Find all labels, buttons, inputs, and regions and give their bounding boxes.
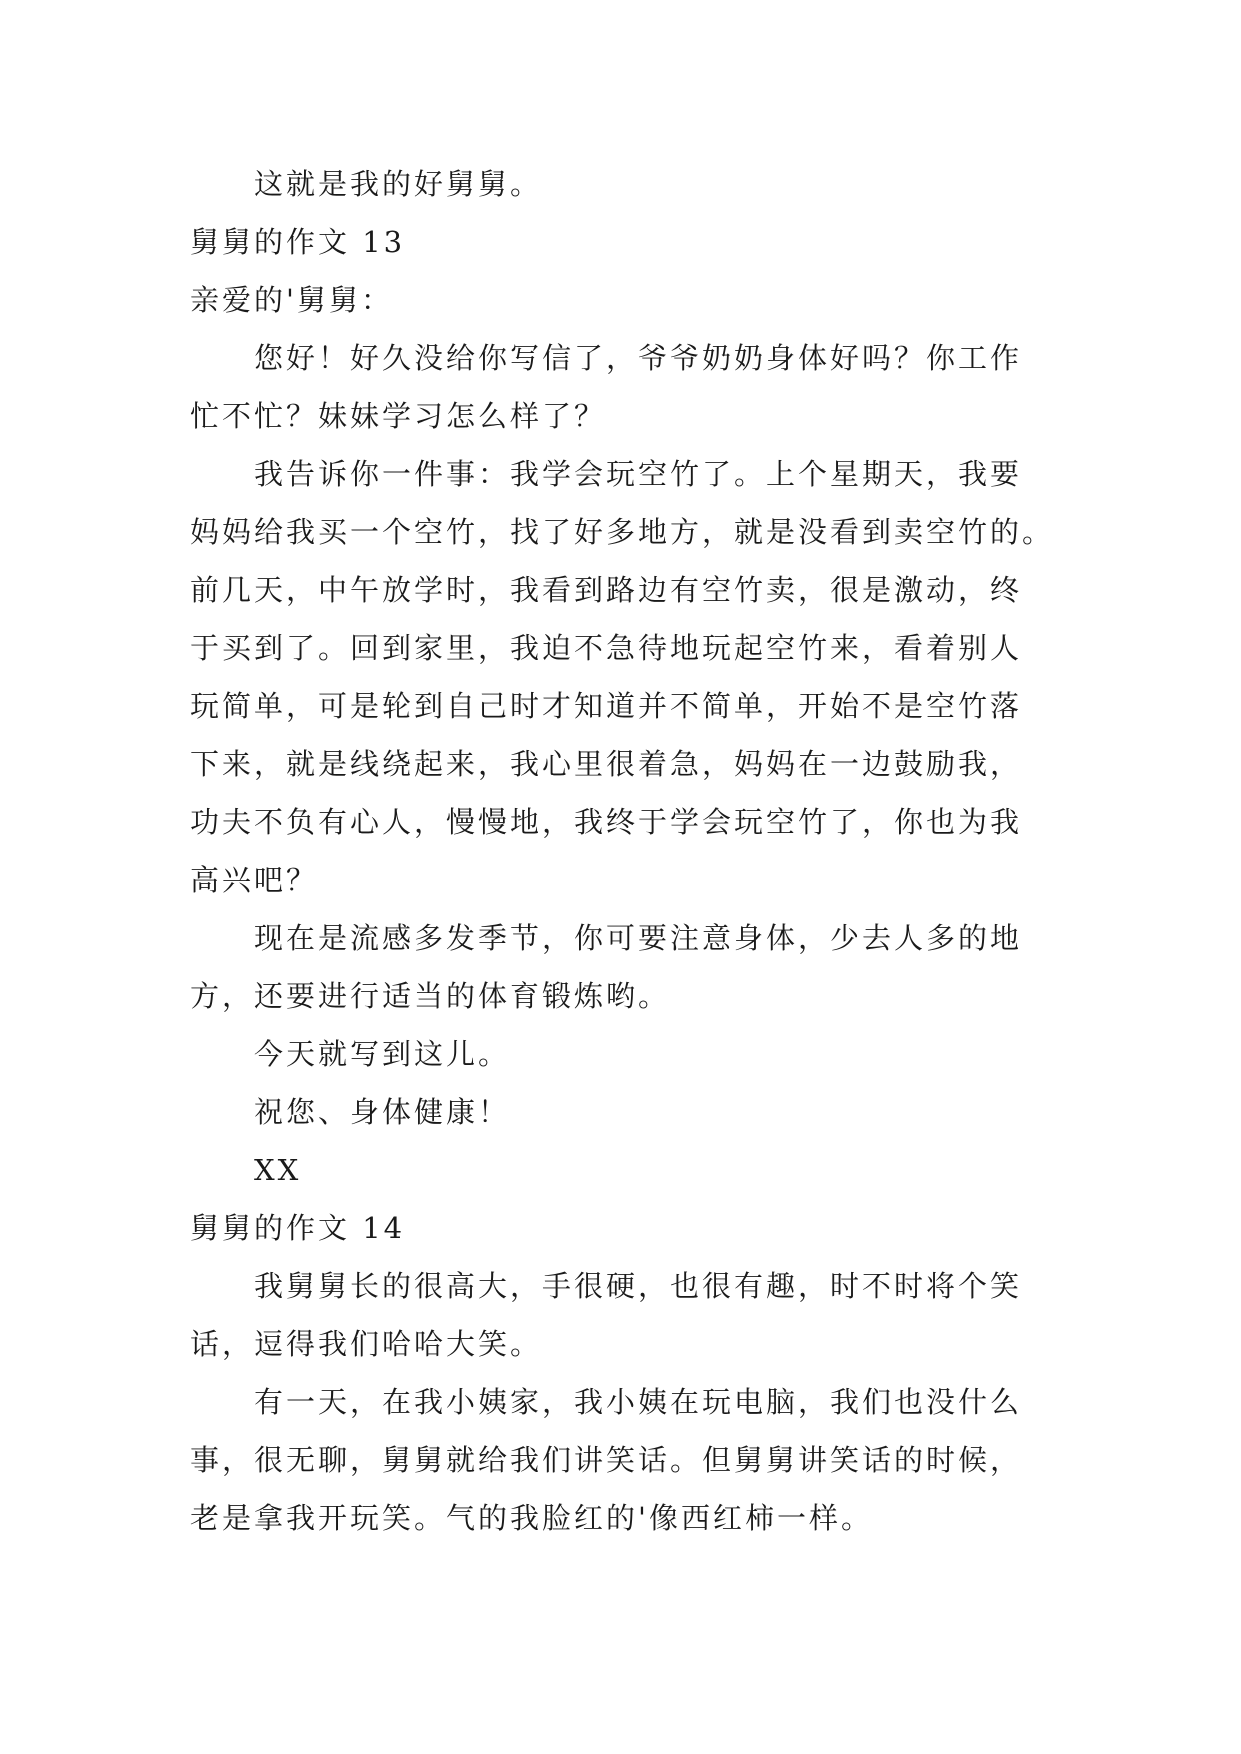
paragraph-line: 有一天，在我小姨家，我小姨在玩电脑，我们也没什么 bbox=[254, 1385, 1023, 1419]
paragraph-line: 忙不忙？妹妹学习怎么样了？ bbox=[190, 399, 607, 433]
paragraph bbox=[190, 1373, 1050, 1547]
paragraph-line: 我告诉你一件事：我学会玩空竹了。上个星期天，我要 bbox=[254, 457, 1023, 491]
paragraph bbox=[190, 445, 1055, 909]
paragraph-line: 于买到了。回到家里，我迫不急待地玩起空竹来，看着别人 bbox=[190, 631, 1023, 665]
paragraph-line: 功夫不负有心人，慢慢地，我终于学会玩空竹了，你也为我 bbox=[190, 805, 1023, 839]
letter-wish: 祝您、身体健康！ bbox=[254, 1095, 511, 1129]
paragraph-line: 前几天，中午放学时，我看到路边有空竹卖，很是激动，终 bbox=[190, 573, 1023, 607]
closing-line: 这就是我的好舅舅。 bbox=[254, 167, 543, 201]
paragraph bbox=[190, 909, 1050, 1025]
paragraph-line: 妈妈给我买一个空竹，找了好多地方，就是没看到卖空竹的。 bbox=[190, 515, 1055, 549]
paragraph-line: 下来，就是线绕起来，我心里很着急，妈妈在一边鼓励我， bbox=[190, 747, 1023, 781]
letter-closing: 今天就写到这儿。 bbox=[254, 1037, 511, 1071]
paragraph-line: 玩简单，可是轮到自己时才知道并不简单，开始不是空竹落 bbox=[190, 689, 1023, 723]
document-body bbox=[190, 155, 1055, 1547]
paragraph-line: 老是拿我开玩笑。气的我脸红的'像西红柿一样。 bbox=[190, 1501, 873, 1535]
paragraph bbox=[190, 1257, 1050, 1373]
paragraph bbox=[190, 329, 1050, 445]
section-heading-13: 舅舅的作文 13 bbox=[190, 225, 406, 259]
paragraph-line: 高兴吧？ bbox=[190, 863, 319, 897]
paragraph-line: 方，还要进行适当的体育锻炼哟。 bbox=[190, 979, 671, 1013]
paragraph-line: 我舅舅长的很高大，手很硬，也很有趣，时不时将个笑 bbox=[254, 1269, 1023, 1303]
letter-signature: XX bbox=[254, 1153, 302, 1187]
paragraph-line: 话，逗得我们哈哈大笑。 bbox=[190, 1327, 543, 1361]
paragraph-line: 事，很无聊，舅舅就给我们讲笑话。但舅舅讲笑话的时候， bbox=[190, 1443, 1023, 1477]
section-heading-14: 舅舅的作文 14 bbox=[190, 1211, 406, 1245]
paragraph-line: 您好！好久没给你写信了，爷爷奶奶身体好吗？你工作 bbox=[254, 341, 1023, 375]
paragraph-line: 现在是流感多发季节，你可要注意身体，少去人多的地 bbox=[254, 921, 1023, 955]
salutation: 亲爱的'舅舅： bbox=[190, 283, 393, 317]
